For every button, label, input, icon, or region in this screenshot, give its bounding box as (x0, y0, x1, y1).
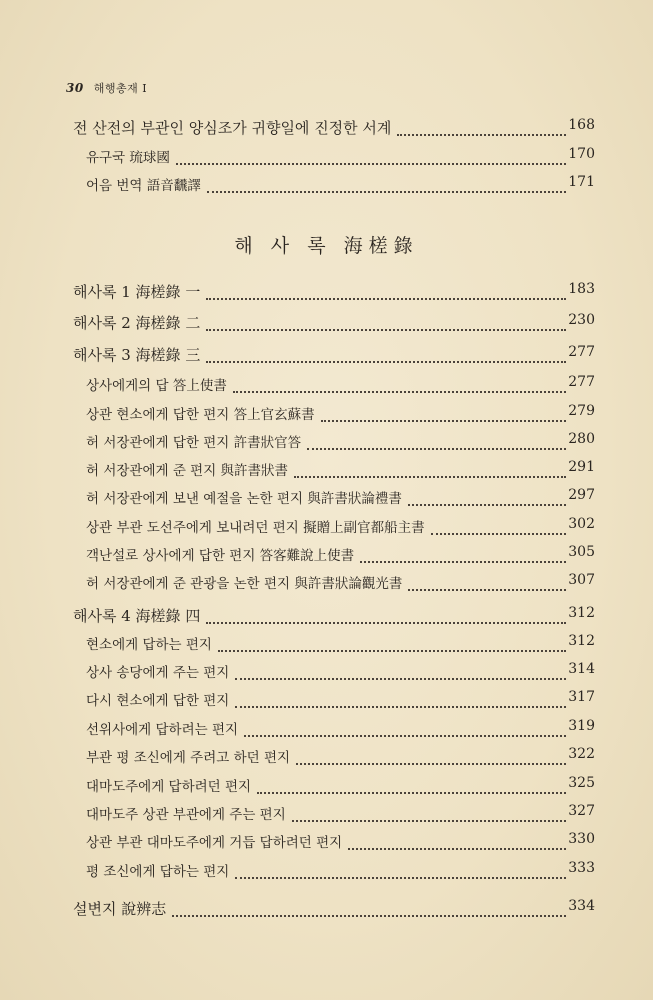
leader-dots (172, 889, 566, 917)
leader-dots (397, 108, 566, 136)
page-number: 30 (66, 81, 84, 95)
toc-entry-title: 해사록 1 海槎錄 一 (73, 283, 201, 301)
toc-entry (0, 898, 653, 924)
leader-dots (307, 422, 566, 450)
toc-entry-page: 170 (568, 146, 595, 162)
toc-entry-page: 322 (568, 746, 595, 762)
leader-dots (206, 596, 566, 624)
leader-dots (408, 478, 566, 506)
toc-entry-title: 해사록 4 海槎錄 四 (73, 607, 201, 625)
toc-entry-page: 171 (568, 174, 595, 190)
toc-entry-page: 277 (568, 374, 595, 390)
toc-entry-page: 325 (568, 775, 595, 791)
toc-entry-page: 327 (568, 803, 595, 819)
toc-entry-title: 어음 번역 語音飜譯 (86, 178, 201, 194)
toc-entry-page: 168 (568, 117, 595, 133)
toc-entry-page: 312 (568, 605, 595, 621)
toc-entry-page: 305 (568, 544, 595, 560)
toc-entry-page: 230 (568, 312, 595, 328)
toc-entry-page: 291 (568, 459, 595, 475)
toc-entry-page: 297 (568, 487, 595, 503)
leader-dots (207, 165, 566, 193)
toc-entry-title: 객난설로 상사에게 답한 편지 答客難說上使書 (86, 548, 355, 564)
toc-entry-title: 전 산전의 부관인 양심조가 귀향일에 진정한 서계 (73, 119, 392, 137)
toc-entry-page: 279 (568, 403, 595, 419)
toc-entry-page: 280 (568, 431, 595, 447)
toc-entry-page: 312 (568, 633, 595, 649)
leader-dots (431, 507, 566, 535)
toc-entry-title: 허 서장관에게 준 편지 與許書狀書 (86, 463, 289, 479)
leader-dots (244, 709, 566, 737)
leader-dots (348, 822, 566, 850)
leader-dots (206, 272, 566, 300)
leader-dots (218, 624, 566, 652)
leader-dots (235, 652, 566, 680)
toc-entry (0, 860, 653, 886)
toc-entry-title: 상관 부관 대마도주에게 거듭 답하려던 편지 (86, 835, 343, 851)
toc-entry (0, 174, 653, 200)
leader-dots (360, 535, 566, 563)
toc-entry-title: 현소에게 답하는 편지 (86, 637, 212, 653)
toc-entry-title: 선위사에게 답하려는 편지 (86, 722, 239, 738)
toc-entry-title: 해사록 3 海槎錄 三 (73, 346, 201, 364)
toc-entry-title: 허 서장관에게 답한 편지 許書狀官答 (86, 435, 302, 451)
toc-entry-page: 183 (568, 281, 595, 297)
toc-entry-title: 상관 부관 도선주에게 보내려던 편지 擬贈上副官都船主書 (86, 520, 425, 536)
leader-dots (257, 766, 566, 794)
toc-entry-page: 277 (568, 344, 595, 360)
leader-dots (296, 737, 566, 765)
leader-dots (292, 794, 566, 822)
toc-entry-page: 307 (568, 572, 595, 588)
running-head (66, 80, 147, 96)
toc-entry-page: 330 (568, 831, 595, 847)
toc-entry-title: 다시 현소에게 답한 편지 (86, 693, 230, 709)
toc-entry-page: 317 (568, 689, 595, 705)
leader-dots (321, 394, 566, 422)
toc-entry-page: 319 (568, 718, 595, 734)
leader-dots (294, 450, 566, 478)
leader-dots (408, 563, 566, 591)
toc-entry-title: 상사 송당에게 주는 편지 (86, 665, 230, 681)
toc-entry-page: 334 (568, 898, 595, 914)
series-title: 해행총재 I (93, 82, 148, 95)
leader-dots (206, 335, 566, 363)
toc-entry-title: 대마도주에게 답하려던 편지 (86, 779, 252, 795)
toc-entry-title: 상사에게의 답 答上使書 (86, 378, 227, 394)
leader-dots (176, 137, 566, 165)
leader-dots (206, 303, 566, 331)
leader-dots (235, 680, 566, 708)
toc-entry-title: 부관 평 조신에게 주려고 하던 편지 (86, 750, 291, 766)
toc-entry-title: 설변지 說辨志 (73, 900, 167, 918)
toc-entry-title: 대마도주 상관 부관에게 주는 편지 (86, 807, 286, 823)
toc-entry (0, 572, 653, 598)
toc-entry-title: 유구국 琉球國 (86, 150, 170, 166)
leader-dots (233, 365, 566, 393)
toc-entry-title: 허 서장관에게 보낸 예절을 논한 편지 與許書狀論禮書 (86, 491, 402, 507)
toc-entry-page: 333 (568, 860, 595, 876)
toc-entry-page: 302 (568, 516, 595, 532)
leader-dots (235, 851, 566, 879)
toc-entry-page: 314 (568, 661, 595, 677)
toc-entry-title: 상관 현소에게 답한 편지 答上官玄蘇書 (86, 407, 315, 423)
section-title: 해 사 록 海槎錄 (234, 235, 419, 257)
toc-entry-title: 평 조신에게 답하는 편지 (86, 864, 230, 880)
toc-entry-title: 해사록 2 海槎錄 二 (73, 314, 201, 332)
toc-entry-title: 허 서장관에게 준 관광을 논한 편지 與許書狀論觀光書 (86, 576, 403, 592)
